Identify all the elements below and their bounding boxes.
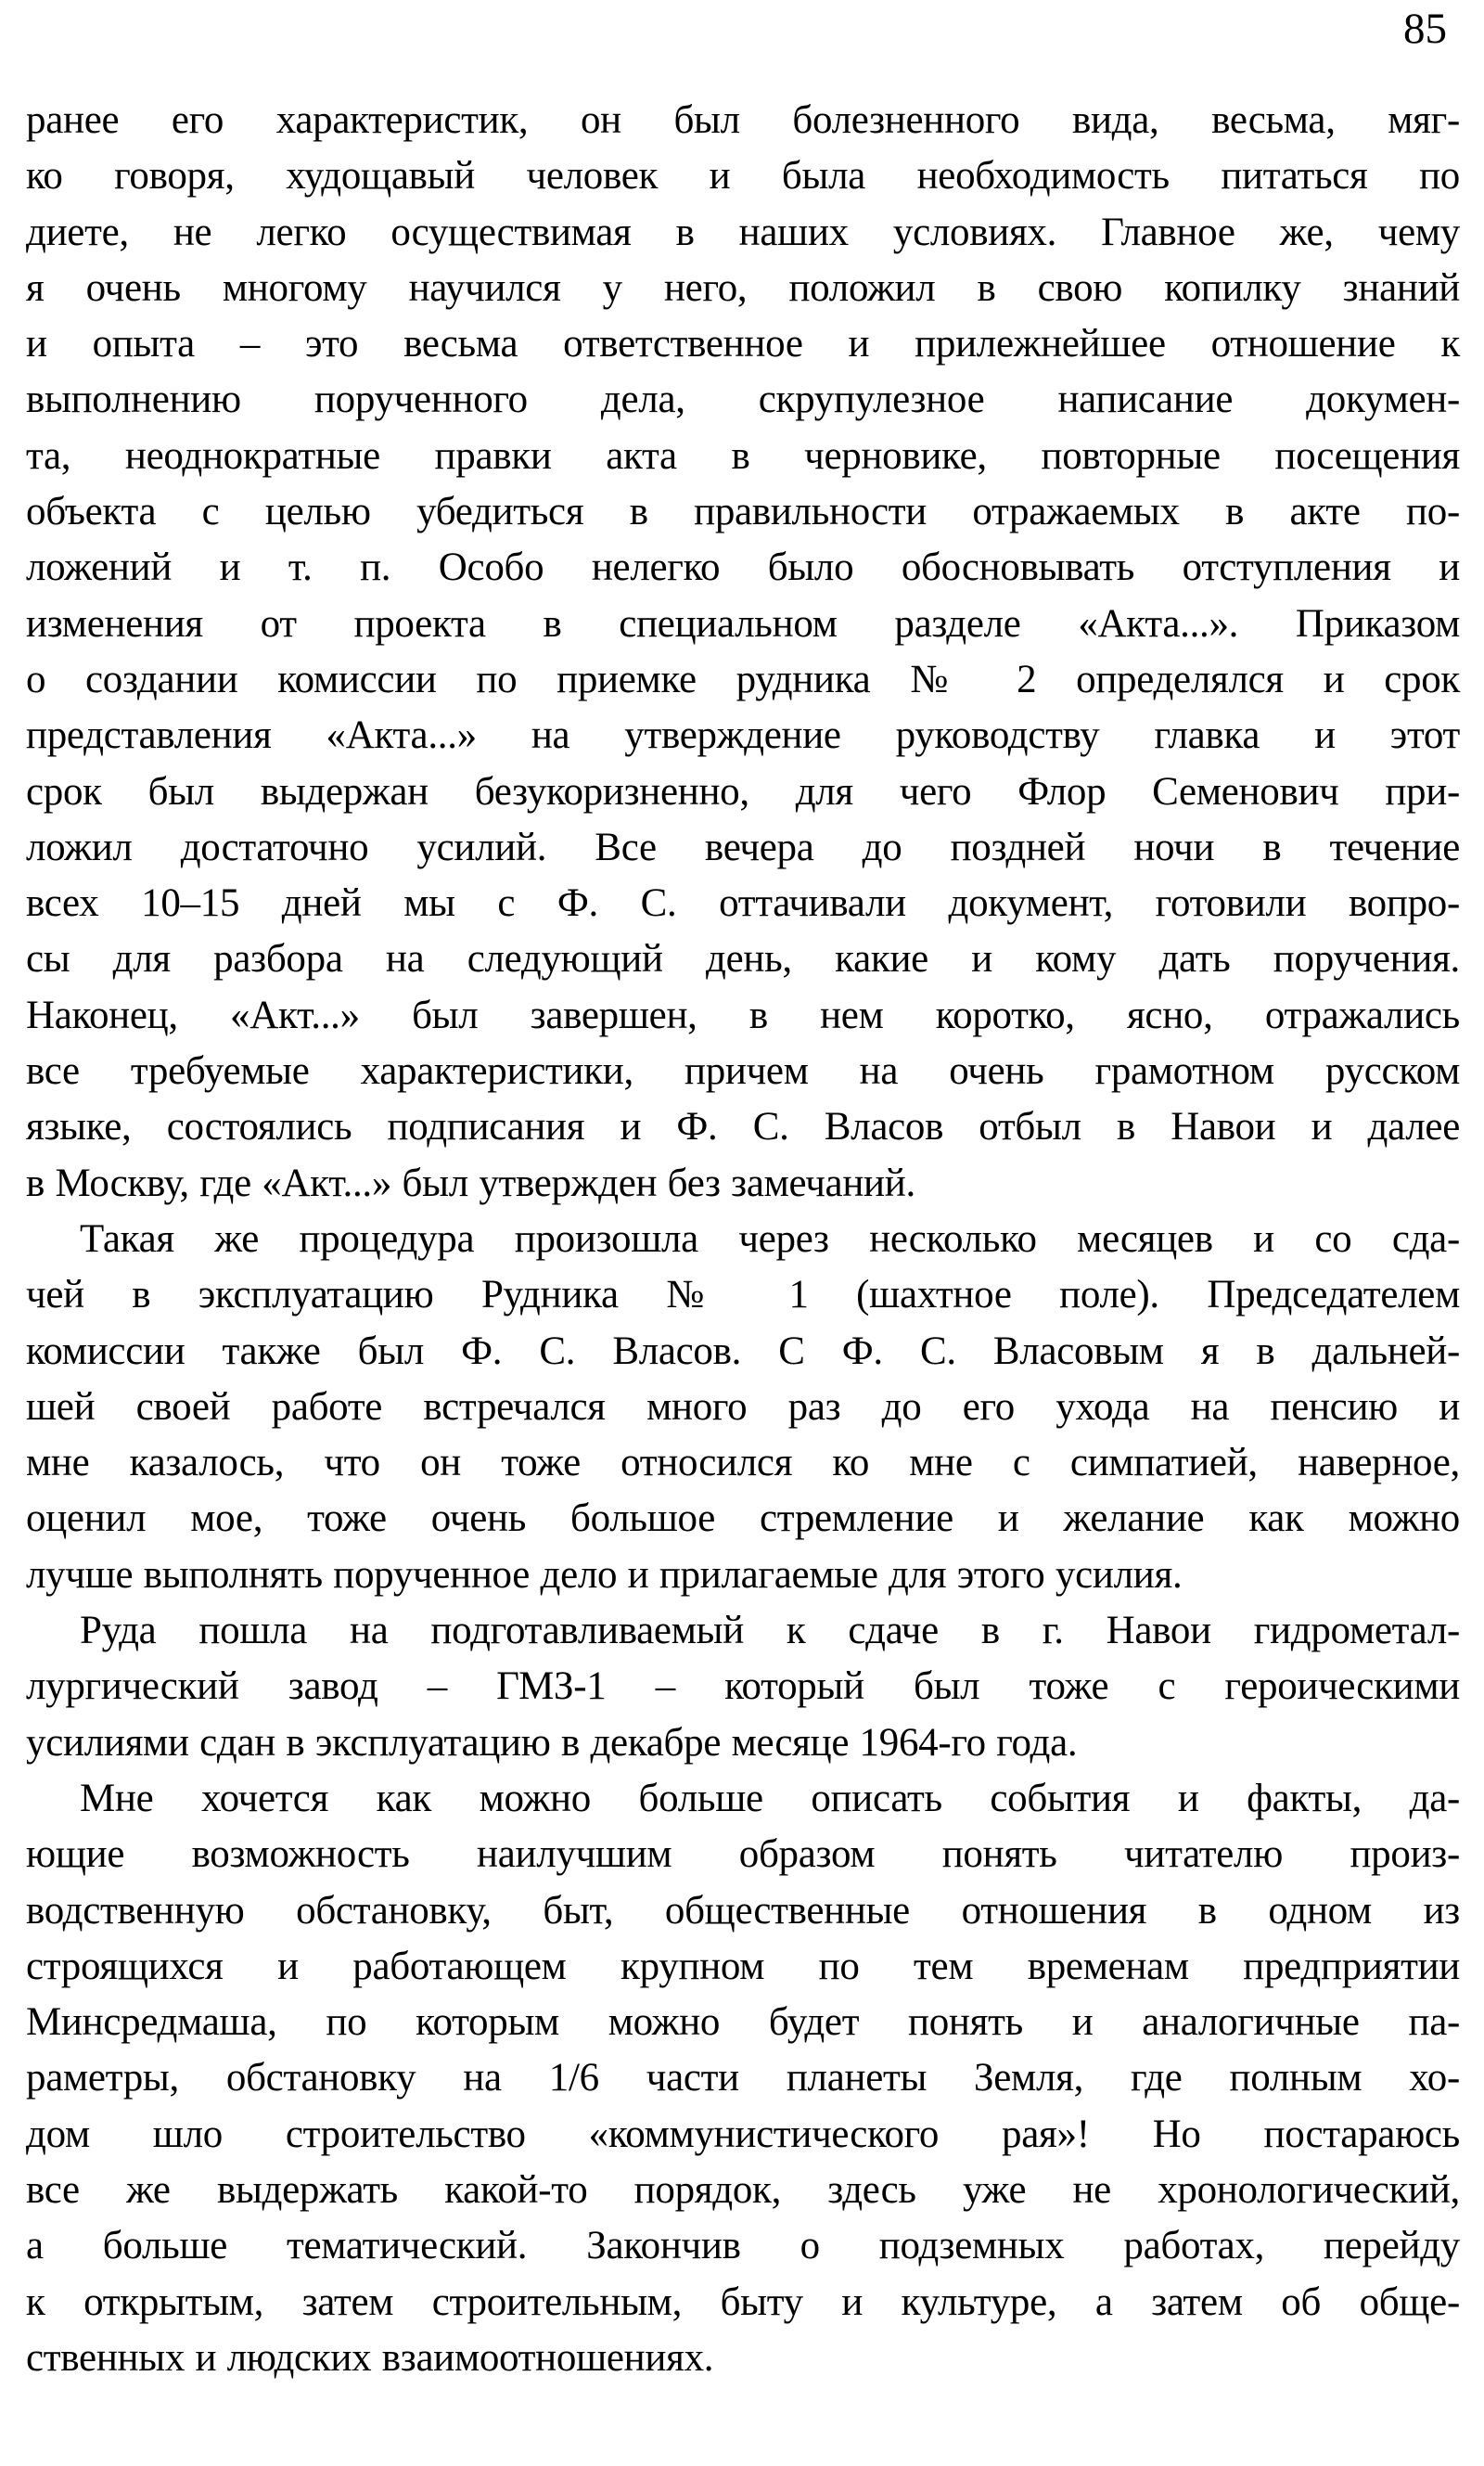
text-line: всех 10–15 дней мы с Ф. С. оттачивали документ, готовили вопро- <box>26 881 1460 926</box>
text-line: мне казалось, что он тоже относился ко мне с симпатией, наверное, <box>26 1441 1460 1485</box>
text-line: в Москву, где «Акт...» был утвержден без замечаний. <box>26 1161 915 1205</box>
text-line: раметры, обстановку на 1/6 части планеты Земля, где полным хо- <box>26 2056 1460 2100</box>
text-line: я очень многому научился у него, положил в свою копилку знаний <box>26 265 1460 310</box>
text-line: а больше тематический. Закончив о подземных работах, перейду <box>26 2224 1460 2268</box>
text-line: и опыта – это весьма ответственное и прилежнейшее отношение к <box>26 322 1460 366</box>
text-line: Руда пошла на подготавливаемый к сдаче в г. Навои гидрометал- <box>80 1609 1460 1653</box>
text-line: ранее его характеристик, он был болезненного вида, весьма, мяг- <box>26 98 1460 142</box>
text-line: срок был выдержан безукоризненно, для чего Флор Семенович при- <box>26 769 1460 814</box>
text-line: усилиями сдан в эксплуатацию в декабре месяце 1964-го года. <box>26 1720 1078 1765</box>
text-line: ющие возможность наилучшим образом понять читателю произ- <box>26 1832 1460 1877</box>
text-line: диете, не легко осуществимая в наших условиях. Главное же, чему <box>26 210 1460 254</box>
text-line: Наконец, «Акт...» был завершен, в нем коротко, ясно, отражались <box>26 993 1460 1037</box>
text-line: все же выдержать какой-то порядок, здесь уже не хронологический, <box>26 2167 1460 2212</box>
text-line: представления «Акта...» на утверждение руководству главка и этот <box>26 713 1460 758</box>
text-line: ко говоря, худощавый человек и была необходимость питаться по <box>26 154 1460 199</box>
text-line: Такая же процедура произошла через несколько месяцев и со сда- <box>80 1216 1460 1261</box>
text-line: все требуемые характеристики, причем на очень грамотном русском <box>26 1049 1460 1094</box>
text-line: оценил мое, тоже очень большое стремление и желание как можно <box>26 1496 1460 1541</box>
text-line: к открытым, затем строительным, быту и культуре, а затем об обще- <box>26 2280 1460 2324</box>
text-line: сы для разбора на следующий день, какие и кому дать поручения. <box>26 937 1460 982</box>
text-line: выполнению порученного дела, скрупулезное написание докумен- <box>26 378 1460 422</box>
text-line: дом шло строительство «коммунистического рая»! Но постараюсь <box>26 2112 1460 2156</box>
text-line: та, неоднократные правки акта в черновике, повторные посещения <box>26 433 1460 478</box>
text-line: водственную обстановку, быт, общественные отношения в одном из <box>26 1888 1460 1933</box>
text-line: языке, состоялись подписания и Ф. С. Власов отбыл в Навои и далее <box>26 1105 1460 1150</box>
page-number: 85 <box>1403 5 1447 53</box>
text-line: Мне хочется как можно больше описать события и факты, да- <box>80 1776 1460 1820</box>
page-text <box>26 93 1460 2386</box>
text-line: Минсредмаша, по которым можно будет понять и аналогичные па- <box>26 2000 1460 2045</box>
text-line: лучше выполнять порученное дело и прилагаемые для этого усилия. <box>26 1552 1183 1597</box>
text-line: ложений и т. п. Особо нелегко было обосновывать отступления и <box>26 546 1460 590</box>
text-line: строящихся и работающем крупном по тем временам предприятии <box>26 1944 1460 1988</box>
text-line: лургический завод – ГМЗ-1 – который был тоже с героическими <box>26 1664 1460 1709</box>
text-line: ложил достаточно усилий. Все вечера до поздней ночи в течение <box>26 825 1460 869</box>
text-line: шей своей работе встречался много раз до его ухода на пенсию и <box>26 1384 1460 1429</box>
text-line: изменения от проекта в специальном разделе «Акта...». Приказом <box>26 601 1460 646</box>
text-line: ственных и людских взаимоотношениях. <box>26 2335 714 2380</box>
text-line: о создании комиссии по приемке рудника № 2 определялся и срок <box>26 657 1460 701</box>
text-line: объекта с целью убедиться в правильности отражаемых в акте по- <box>26 490 1460 534</box>
text-line: комиссии также был Ф. С. Власов. С Ф. С. Власовым я в дальней- <box>26 1329 1460 1373</box>
text-line: чей в эксплуатацию Рудника № 1 (шахтное поле). Председателем <box>26 1273 1460 1317</box>
